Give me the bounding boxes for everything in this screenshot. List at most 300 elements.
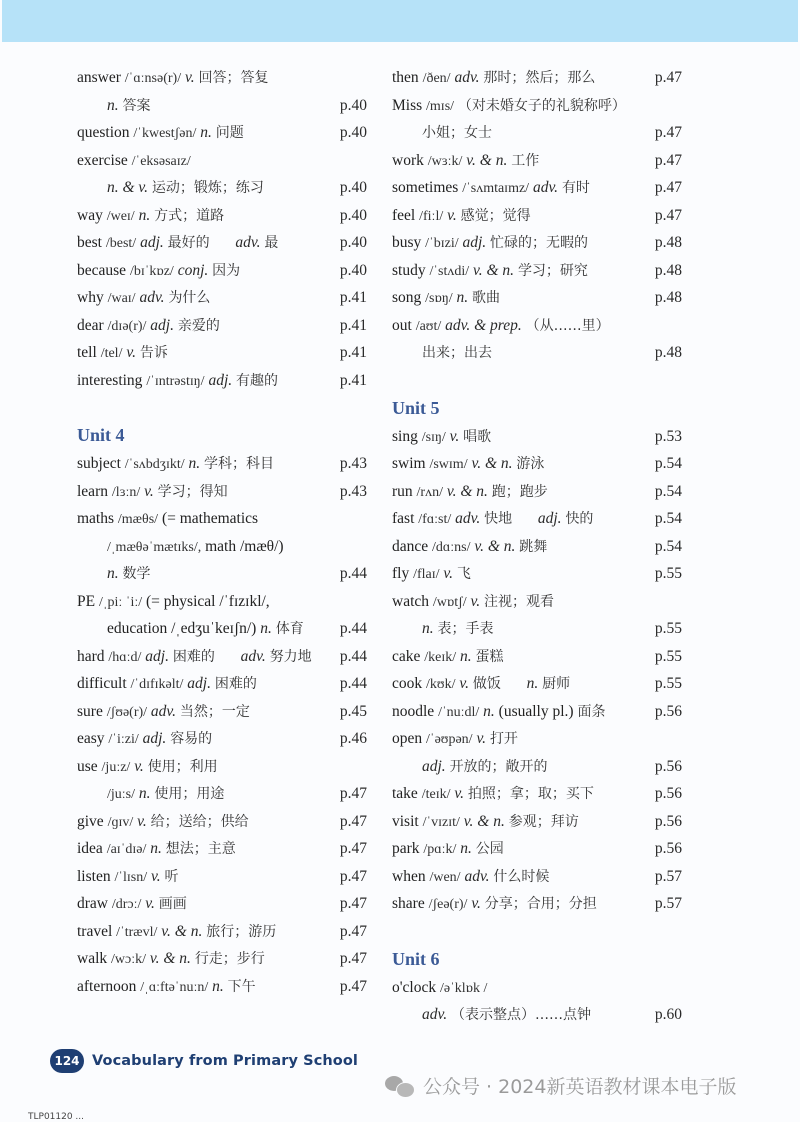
vocab-entry <box>77 257 367 285</box>
page-reference: p.47 <box>339 977 367 995</box>
chinese-meaning: 下午 <box>227 978 256 995</box>
vocab-entry <box>392 174 682 202</box>
vocab-entry <box>77 284 367 312</box>
chinese-meaning-2: 快的 <box>565 511 594 527</box>
phonetic: /ˈstʌdi/ <box>429 263 470 279</box>
headword: sing <box>392 427 418 445</box>
vocab-entry <box>77 202 367 230</box>
page-reference: p.47 <box>339 785 367 802</box>
headword: best <box>77 234 102 251</box>
phonetic: /ˈlɪsn/ <box>114 869 148 885</box>
entry-text <box>392 124 492 141</box>
part-of-speech: v. & n. <box>473 261 515 279</box>
page-reference: p.47 <box>654 69 682 86</box>
entry-text <box>77 758 218 775</box>
part-of-speech: n. <box>483 702 495 720</box>
vocab-entry <box>392 698 682 726</box>
headword: difficult <box>77 675 127 692</box>
vocab-entry <box>77 973 367 1001</box>
page-reference: p.56 <box>654 785 682 802</box>
vocab-entry <box>392 890 682 918</box>
headword: interesting <box>77 371 143 389</box>
vocab-entry <box>77 588 367 616</box>
headword: exercise <box>77 151 128 169</box>
phonetic: /ˈnuːdl/ <box>438 704 480 720</box>
chinese-meaning: 画画 <box>158 896 187 912</box>
part-of-speech-2: n. <box>526 675 539 692</box>
page-reference: p.47 <box>654 151 682 169</box>
phonetic: /juːz/ <box>101 759 131 775</box>
chinese-meaning: 小姐；女士 <box>422 125 492 141</box>
page-reference: p.43 <box>339 482 367 500</box>
vocab-entry <box>392 202 682 230</box>
vocab-entry-continuation <box>392 339 682 367</box>
page-reference: p.47 <box>339 867 367 885</box>
chinese-meaning: 那时；然后；那么 <box>483 70 596 86</box>
note: (= mathematics <box>161 510 259 527</box>
headword: cake <box>392 647 421 665</box>
headword: fly <box>392 565 410 582</box>
chinese-meaning: 听 <box>164 868 179 885</box>
part-of-speech: n. <box>212 977 224 995</box>
part-of-speech: n. <box>188 455 201 472</box>
chinese-meaning: 公园 <box>475 841 504 857</box>
chinese-meaning: 跳舞 <box>519 538 548 555</box>
entry-text <box>77 895 187 912</box>
vocab-entry <box>392 505 682 533</box>
vocab-entry <box>392 533 682 561</box>
entry-text <box>77 813 249 830</box>
chinese-meaning: 给；送给；供给 <box>150 813 249 830</box>
headword: idea <box>77 840 103 857</box>
phonetic: /ˈdɪfɪkəlt/ <box>130 677 184 692</box>
chinese-meaning: 面条 <box>577 703 606 720</box>
page-reference: p.47 <box>339 895 367 912</box>
headword: learn <box>77 482 108 500</box>
page-footer <box>50 1048 358 1074</box>
page-reference: p.40 <box>339 261 367 279</box>
entry-text <box>77 179 264 196</box>
phonetic: /ˈiːzi/ <box>108 732 139 747</box>
chinese-meaning: 什么时候 <box>493 868 550 885</box>
part-of-speech: v. <box>459 675 469 692</box>
chinese-meaning: 参观；拜访 <box>508 813 579 830</box>
entry-text <box>77 510 258 527</box>
part-of-speech: v. & n. <box>474 537 516 555</box>
entry-text <box>392 234 588 251</box>
headword: cook <box>392 675 423 692</box>
entry-text <box>392 730 518 747</box>
phonetic: /wɔːk/ <box>111 952 147 967</box>
phonetic: /wen/ <box>429 869 461 885</box>
vocab-entry <box>77 890 367 918</box>
vocab-entry <box>77 229 367 257</box>
page-reference: p.41 <box>339 371 367 389</box>
entry-text <box>392 593 554 610</box>
phonetic: /bɪˈkɒz/ <box>129 263 174 279</box>
part-of-speech: n. & v. <box>107 179 149 196</box>
headword: when <box>392 867 426 885</box>
page-reference: p.56 <box>654 840 682 857</box>
entry-text <box>392 428 491 445</box>
page-reference: p.41 <box>339 289 367 306</box>
phonetic: /əˈklɒk / <box>439 980 488 996</box>
chinese-meaning-2: 最 <box>264 235 279 251</box>
part-of-speech: adj. <box>145 647 169 665</box>
entry-text <box>392 675 570 692</box>
headword: way <box>77 206 103 224</box>
part-of-speech: n. <box>200 124 212 141</box>
entry-text <box>392 868 549 885</box>
phonetic: /ˈɪntrəstɪŋ/ <box>146 373 205 389</box>
entry-text <box>77 483 228 500</box>
chinese-meaning: 体育 <box>275 621 304 637</box>
page-reference: p.48 <box>654 344 682 361</box>
part-of-speech: v. <box>145 895 155 912</box>
headword: take <box>392 785 418 802</box>
phonetic: /ˈeksəsaɪz/ <box>131 153 191 169</box>
entry-text <box>77 207 224 224</box>
chinese-meaning: 打开 <box>489 731 518 747</box>
page-reference: p.54 <box>654 482 682 500</box>
entry-text <box>392 758 548 775</box>
entry-text <box>77 978 256 995</box>
vocab-entry-continuation <box>77 533 367 561</box>
chinese-meaning: 开放的；敞开的 <box>449 758 548 775</box>
page-reference: p.47 <box>654 206 682 224</box>
entry-text <box>392 703 605 720</box>
chinese-meaning: （表示整点）……点钟 <box>450 1007 591 1023</box>
phonetic: /ðen/ <box>422 71 451 86</box>
chinese-meaning: 跑；跑步 <box>491 483 548 500</box>
phonetic: /pɑːk/ <box>423 842 457 857</box>
entry-text <box>392 262 588 279</box>
part-of-speech: v. <box>151 867 161 885</box>
chinese-meaning: 亲爱的 <box>177 317 220 334</box>
vocab-entry <box>77 863 367 891</box>
vocab-entry <box>392 863 682 891</box>
chinese-meaning: 回答；答复 <box>198 70 269 86</box>
headword: Miss <box>392 96 423 114</box>
phonetic: /rʌn/ <box>416 484 443 500</box>
headword: watch <box>392 592 430 610</box>
vocab-entry <box>77 945 367 973</box>
headword: fast <box>392 510 415 527</box>
phonetic: /juːs/ <box>107 787 136 802</box>
vocab-entry <box>392 257 682 285</box>
vocab-entry <box>77 698 367 726</box>
part-of-speech: n. <box>460 647 472 665</box>
entry-text <box>77 69 268 86</box>
phonetic: /tel/ <box>100 346 123 361</box>
entry-text <box>392 344 492 361</box>
page-reference: p.55 <box>654 620 682 637</box>
chinese-meaning: 飞 <box>456 566 471 582</box>
part-of-speech-2: adj. <box>537 510 562 527</box>
headword: afternoon <box>77 977 137 995</box>
vocab-entry <box>392 835 682 863</box>
part-of-speech: n. <box>422 620 434 637</box>
phonetic: /aʊt/ <box>415 318 442 334</box>
page-reference: p.40 <box>339 96 367 114</box>
page-reference: p.55 <box>654 675 682 692</box>
entry-text <box>77 372 278 389</box>
part-of-speech: adv. <box>454 69 480 86</box>
entry-text <box>77 565 151 582</box>
page-reference: p.40 <box>339 124 367 141</box>
phonetic: /sɪŋ/ <box>421 429 446 445</box>
vocab-entry-continuation <box>77 174 367 202</box>
page-reference: p.43 <box>339 455 367 472</box>
part-of-speech: v. & n. <box>463 812 505 830</box>
headword: o'clock <box>392 978 437 996</box>
part-of-speech: v. <box>470 592 481 610</box>
vocab-entry <box>77 450 367 478</box>
headword: park <box>392 840 420 857</box>
chinese-meaning: 数学 <box>122 566 151 582</box>
chinese-meaning: 感觉；觉得 <box>460 207 531 224</box>
phonetic: /ˈsʌbdʒɪkt/ <box>124 457 185 472</box>
vocab-entry <box>77 753 367 781</box>
vocab-entry <box>77 367 367 395</box>
chinese-meaning: 蛋糕 <box>475 648 504 665</box>
entry-text <box>77 152 191 169</box>
part-of-speech: n. <box>107 565 119 582</box>
vocab-entry <box>77 670 367 698</box>
phonetic: /sɒŋ/ <box>425 291 453 306</box>
part-of-speech: n. <box>260 620 272 637</box>
entry-text <box>392 289 500 306</box>
part-of-speech: v. <box>476 730 487 747</box>
part-of-speech: adv. <box>150 702 177 720</box>
chinese-meaning: 忙碌的；无暇的 <box>490 235 589 251</box>
headword: easy <box>77 730 105 747</box>
part-of-speech-2: adv. <box>240 647 266 665</box>
part-of-speech: adj. <box>422 757 446 775</box>
page-reference: p.47 <box>339 840 367 857</box>
phonetic: /waɪ/ <box>107 291 136 306</box>
chinese-meaning: 学习；得知 <box>157 483 228 500</box>
headword: share <box>392 895 425 912</box>
phonetic: /aɪˈdɪə/ <box>106 842 147 857</box>
page-reference: p.41 <box>339 316 367 334</box>
phonetic: /swɪm/ <box>429 457 468 472</box>
page-number-badge: 124 <box>50 1049 84 1073</box>
chinese-meaning: 告诉 <box>139 345 168 361</box>
page-reference: p.54 <box>654 455 682 472</box>
entry-text <box>77 675 257 692</box>
vocab-entry <box>392 229 682 257</box>
vocab-entry <box>392 808 682 836</box>
phonetic: /fiːl/ <box>419 208 444 224</box>
headword: answer <box>77 69 121 86</box>
headword: give <box>77 812 104 830</box>
part-of-speech: v. & n. <box>149 950 191 967</box>
entry-text <box>392 785 594 802</box>
vocab-entry <box>77 808 367 836</box>
vocab-entry <box>77 643 367 671</box>
chinese-meaning-2: 努力地 <box>269 648 312 665</box>
vocab-entry <box>392 92 682 120</box>
vocab-entry <box>392 450 682 478</box>
vocab-entry <box>392 478 682 506</box>
headword: tell <box>77 344 97 361</box>
vocab-column-left <box>77 64 367 1000</box>
chinese-meaning: 有趣的 <box>236 372 278 389</box>
chinese-meaning-2: 厨师 <box>542 676 571 692</box>
vocab-entry <box>77 64 367 92</box>
entry-text <box>392 69 595 86</box>
page-reference: p.56 <box>654 812 682 830</box>
header-color-band <box>2 0 798 42</box>
chinese-meaning: 困难的 <box>214 676 257 692</box>
vocab-entry <box>77 312 367 340</box>
page-reference: p.47 <box>339 812 367 830</box>
vocab-entry-continuation <box>77 780 367 808</box>
headword: noodle <box>392 702 435 720</box>
headword: question <box>77 124 130 141</box>
headword: maths <box>77 510 115 527</box>
unit-heading: Unit 5 <box>392 397 440 418</box>
chinese-meaning: 歌曲 <box>472 290 501 306</box>
unit-heading: Unit 4 <box>77 425 125 445</box>
vocab-entry <box>392 64 682 92</box>
entry-text <box>392 648 504 665</box>
part-of-speech: adv. <box>455 510 481 527</box>
part-of-speech: adj. <box>142 730 167 747</box>
entry-text <box>392 620 494 637</box>
entry-text <box>77 703 250 720</box>
phonetic: /ˈəʊpən/ <box>426 732 473 747</box>
part-of-speech: adj. <box>140 234 164 251</box>
phonetic: /ˈvɪzɪt/ <box>422 814 460 830</box>
page-reference: p.44 <box>339 675 367 692</box>
headword: then <box>392 69 419 86</box>
entry-text <box>392 840 504 857</box>
entry-text <box>77 262 240 279</box>
chinese-meaning: 容易的 <box>170 731 213 747</box>
entry-text <box>77 289 210 306</box>
headword: sometimes <box>392 179 459 196</box>
entry-text <box>77 840 236 857</box>
note: education /ˌedʒuˈkeɪʃn/) <box>107 620 257 637</box>
phonetic: /teɪk/ <box>421 787 451 802</box>
phonetic: /dɪə(r)/ <box>107 318 147 334</box>
entry-text <box>77 593 270 610</box>
vocab-entry <box>77 918 367 946</box>
part-of-speech: adj. <box>462 234 487 251</box>
chinese-meaning: 答案 <box>122 97 151 114</box>
entry-text <box>392 813 579 830</box>
part-of-speech: v. <box>144 482 154 500</box>
entry-text <box>392 979 487 996</box>
page-reference: p.44 <box>339 620 367 637</box>
headword: work <box>392 151 424 169</box>
vocab-entry <box>77 725 367 753</box>
part-of-speech: v. <box>443 565 454 582</box>
vocab-entry-continuation <box>77 92 367 120</box>
chinese-meaning: 为什么 <box>168 290 211 306</box>
page-reference: p.56 <box>654 702 682 720</box>
phonetic: /ˈsʌmtaɪmz/ <box>462 181 530 196</box>
entry-text <box>77 124 244 141</box>
chinese-meaning: 想法；主意 <box>165 841 236 857</box>
vocab-entry <box>392 147 682 175</box>
headword: hard <box>77 647 105 665</box>
page-reference: p.48 <box>654 289 682 306</box>
entry-text <box>392 207 531 224</box>
vocab-entry <box>392 974 682 1002</box>
headword: draw <box>77 895 108 912</box>
vocab-entry <box>77 147 367 175</box>
part-of-speech: adv. & prep. <box>445 316 522 334</box>
entry-text <box>392 538 547 555</box>
vocab-entry-continuation <box>392 1001 682 1029</box>
vocab-entry <box>392 670 682 698</box>
entry-text <box>392 1006 591 1023</box>
chinese-meaning: 使用；利用 <box>147 758 218 775</box>
headword: feel <box>392 206 416 224</box>
phonetic: /mɪs/ <box>426 98 455 114</box>
page-reference: p.55 <box>654 647 682 665</box>
watermark-text: 公众号 · 2024新英语教材课本电子版 <box>423 1076 737 1098</box>
headword: PE <box>77 592 96 610</box>
headword: open <box>392 730 423 747</box>
vocab-entry <box>392 588 682 616</box>
chinese-meaning: 分享；合用；分担 <box>484 896 597 912</box>
headword: visit <box>392 812 419 830</box>
entry-text <box>392 317 610 334</box>
print-code: TLP01120 ... <box>28 1112 85 1122</box>
chinese-meaning: 工作 <box>511 152 540 169</box>
page-reference: p.40 <box>339 179 367 196</box>
chinese-meaning: 快地 <box>484 511 513 527</box>
headword: why <box>77 289 104 306</box>
vocab-entry <box>392 284 682 312</box>
entry-text <box>77 234 278 251</box>
chinese-meaning: 因为 <box>212 262 241 279</box>
page-reference: p.45 <box>339 702 367 720</box>
part-of-speech: v. & n. <box>446 482 488 500</box>
chinese-meaning: 拍照；拿；取；买下 <box>467 786 594 802</box>
headword: use <box>77 757 98 775</box>
phonetic: /ʃʊə(r)/ <box>106 704 148 720</box>
entry-text <box>77 785 224 802</box>
chinese-meaning: 问题 <box>215 125 244 141</box>
entry-text <box>77 923 276 940</box>
page-reference: p.47 <box>339 922 367 940</box>
note: math /mæθ/) <box>205 537 284 555</box>
page-reference: p.44 <box>339 565 367 582</box>
phonetic: /flaɪ/ <box>413 567 440 582</box>
phonetic: /ʃeə(r)/ <box>428 897 468 912</box>
entry-text <box>77 317 220 334</box>
phonetic: /ˌmæθəˈmætɪks/, <box>107 539 202 555</box>
headword: subject <box>77 455 121 472</box>
page-reference: p.41 <box>339 344 367 361</box>
phonetic: /wɜːk/ <box>427 153 463 169</box>
vocab-entry-continuation <box>77 560 367 588</box>
phonetic: /kʊk/ <box>426 677 456 692</box>
page-reference: p.54 <box>654 510 682 527</box>
chinese-meaning: 游泳 <box>516 456 545 472</box>
vocab-entry <box>392 423 682 451</box>
section-spacer <box>77 394 367 420</box>
part-of-speech: adv. <box>464 867 490 885</box>
chinese-meaning: 困难的 <box>172 648 215 665</box>
part-of-speech: adv. <box>139 289 165 306</box>
part-of-speech: v. <box>449 427 460 445</box>
